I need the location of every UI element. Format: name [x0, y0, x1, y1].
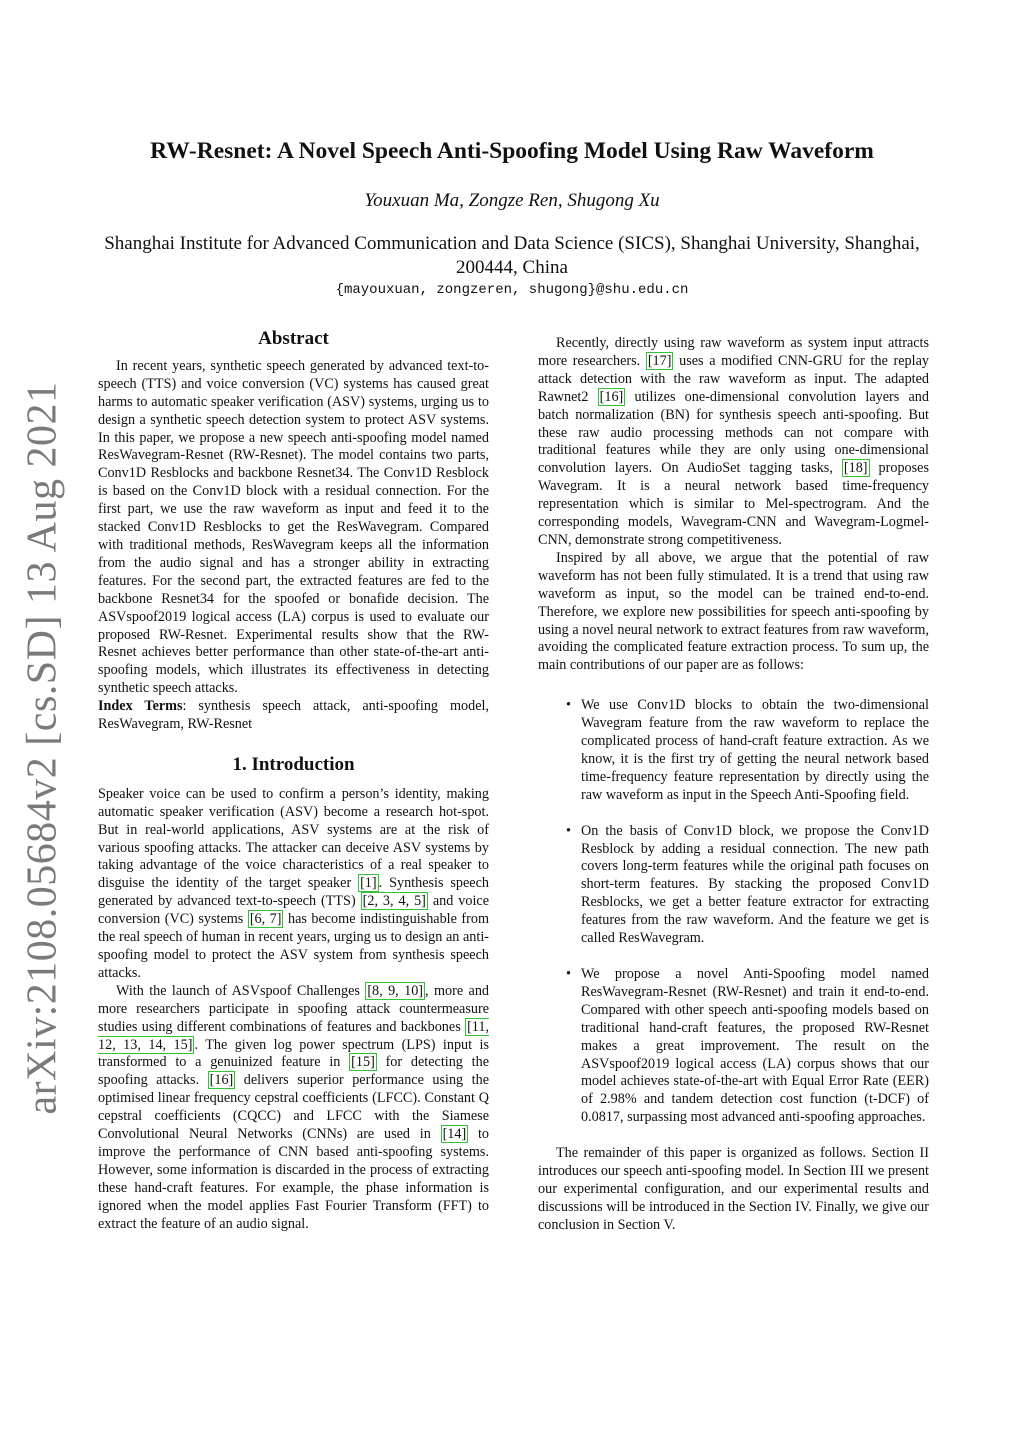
intro-paragraph-4: Inspired by all above, we argue that the potential of raw waveform has not been fully stimulated. It is a trend that using raw waveform as input, so the model can be trained end-to-end. Therefore, we explore new possibilities for speech anti-spoofing by using a novel neural network to extract features from raw waveform, avoiding the complicated feature extraction process. To sum up, the main contributions of our paper are as follows:: [538, 549, 929, 674]
citation-link[interactable]: [11, 12, 13, 14, 15]: [98, 1018, 489, 1053]
paper-authors: Youxuan Ma, Zongze Ren, Shugong Xu: [364, 190, 660, 211]
citation-link[interactable]: [6, 7]: [249, 911, 282, 928]
citation-link[interactable]: [1]: [360, 875, 377, 892]
index-terms-text: : synthesis speech attack, anti-spoofing model, ResWavegram, RW-Resnet: [98, 698, 489, 733]
list-item-text: We use Conv1D blocks to obtain the two-dimensional Wavegram feature from the raw waveform to replace the complicated process of hand-craft feature extraction. As we know, it is the first try of getting the neural network based time-frequency feature representation by directly using the raw waveform as input in the Speech Anti-Spoofing field.: [581, 697, 929, 803]
left-column: [98, 330, 489, 1234]
paper-title: RW-Resnet: A Novel Speech Anti-Spoofing Model Using Raw Waveform: [150, 138, 874, 164]
text-run: , more and more researchers participate in spoofing attack countermeasure studies using different combinations of features and backbones: [98, 982, 490, 1035]
right-column: [538, 335, 929, 1235]
abstract-heading: Abstract: [258, 328, 329, 349]
list-item-text: On the basis of Conv1D block, we propose the Conv1D Resblock by adding a residual connection. The new path covers long-term features while the original path focuses on short-term features. By stacking the proposed Conv1D Resblocks, we get a better feature extractor for extracting features from the raw waveform. And the feature we get is called ResWavegram.: [581, 822, 929, 947]
citation-link[interactable]: [17]: [647, 352, 672, 369]
intro-paragraph-5: The remainder of this paper is organized as follows. Section II introduces our speech anti-spoofing model. In Section III we present our experimental configuration, and our experimental results and discussions will be introduced in the Section IV. Finally, we give our conclusion in Section V.: [538, 1145, 929, 1233]
introduction-heading: 1. Introduction: [232, 753, 355, 775]
text-run: Speaker voice can be used to confirm a person’s identity, making automatic speaker verification (ASV) become a research hot-spot. But in real-world applications, ASV systems are at the risk of various spoofing attacks. The attacker can deceive ASV systems by taking advantage of the voice characteristics of a real speaker to disguise the identity of the target speaker: [98, 785, 489, 892]
arxiv-identifier: arXiv:2108.05684v2 [cs.SD] 13 Aug 2021: [19, 381, 65, 1115]
citation-link[interactable]: [16]: [209, 1072, 234, 1089]
text-run: proposes Wavegram. It is a neural network based time-frequency representation which is similar to Mel-spectrogram. And the corresponding models, Wavegram-CNN and Wavegram-Logmel-CNN, demonstrate strong competitiveness.: [538, 460, 929, 548]
citation-link[interactable]: [8, 9, 10]: [367, 982, 424, 999]
text-run: delivers superior performance using the optimised linear frequency cepstral coefficients (LFCC). Constant Q cepstral coefficients (CQCC) and LFCC with the Siamese Convolutional Neural Networks (CNNs) are used in: [98, 1072, 489, 1143]
text-run: for detecting the spoofing attacks.: [98, 1054, 489, 1089]
intro-paragraph-2: [98, 983, 489, 1234]
bullet-icon: •: [566, 966, 571, 982]
citation-link[interactable]: [16]: [599, 388, 624, 405]
text-run: to improve the performance of CNN based anti-spoofing systems. However, some information is discarded in the process of extracting these hand-craft features. For example, the phase information is ignored when the model applies Fast Fourier Transform (FFT) to extract the feature of an audio signal.: [98, 1126, 489, 1232]
abstract-text: In recent years, synthetic speech generated by advanced text-to-speech (TTS) and voice conversion (VC) systems has caused great harms to automatic speaker verification (ASV) systems, urging us to design a synthetic speech detection system to protect ASV systems. In this paper, we propose a new speech anti-spoofing model named ResWavegram-Resnet (RW-Resnet). The model contains two parts, Conv1D Resblocks and backbone Resnet34. The Conv1D Resblock is based on the Conv1D block with a residual connection. For the first part, we use the raw waveform as input and feed it to the stacked Conv1D Resblocks to get the ResWavegram. Compared with traditional methods, ResWavegram keeps all the information from the audio signal and has a stronger ability in extracting features. For the second part, the extracted features are fed to the backbone Resnet34 for the spoofed or bonafide decision. The ASVspoof2019 logical access (LA) corpus is used to evaluate our proposed RW-Resnet. Experimental results show that the RW-Resnet achieves better performance than other state-of-the-art anti-spoofing models, which illustrates its effectiveness in detecting synthetic speech attacks.: [98, 357, 489, 697]
list-item: [566, 966, 929, 1127]
index-terms: [98, 698, 489, 734]
list-item-text: We propose a novel Anti-Spoofing model named ResWavegram-Resnet (RW-Resnet) and train it end-to-end. Compared with other speech anti-spoofing models based on traditional hand-craft features, the proposed RW-Resnet makes a great improvement. The result on the ASVspoof2019 logical access (LA) corpus shows that our model achieves state-of-the-art with Equal Error Rate (EER) of 2.98% and tandem detection cost function (t-DCF) of 0.0817, surpassing most advanced anti-spoofing approaches.: [581, 966, 929, 1126]
bullet-icon: •: [566, 822, 571, 839]
paper-affiliation: Shanghai Institute for Advanced Communication and Data Science (SICS), Shanghai University, Shanghai, 200444, China: [104, 233, 920, 278]
citation-link[interactable]: [18]: [843, 460, 868, 477]
list-item: [566, 822, 929, 948]
intro-paragraph-1: [98, 786, 489, 983]
text-run: Recently, directly using raw waveform as system input attracts more researchers.: [538, 335, 929, 369]
text-run: utilizes one-dimensional convolution layers and batch normalization (BN) for synthesis speech anti-spoofing. But these raw audio processing methods can not compare with traditional features while they are only using one-dimensional convolution layers. On AudioSet tagging tasks,: [538, 388, 929, 477]
text-run: has become indistinguishable from the real speech of human in recent years, urging us to design an anti-spoofing model to protect the ASV system from synthesis speech attacks.: [98, 911, 489, 981]
citation-link[interactable]: [14]: [442, 1126, 467, 1143]
citation-link[interactable]: [15]: [351, 1054, 375, 1071]
text-run: and voice conversion (VC) systems: [98, 893, 490, 928]
text-run: . The given log power spectrum (LPS) input is transformed to a genuinized feature in: [98, 1036, 489, 1071]
text-run: . Synthesis speech generated by advanced text-to-speech (TTS): [98, 875, 489, 910]
list-item: [566, 697, 929, 804]
contributions-list: [538, 697, 929, 1127]
paper-email: {mayouxuan, zongzeren, shugong}@shu.edu.cn: [335, 282, 689, 298]
intro-paragraph-3: [538, 335, 929, 550]
index-terms-label: Index Terms: [98, 698, 183, 715]
text-run: uses a modified CNN-GRU for the replay attack detection with the raw waveform as input. The adapted Rawnet2: [538, 352, 929, 405]
citation-link[interactable]: [2, 3, 4, 5]: [362, 893, 426, 910]
bullet-icon: •: [566, 697, 571, 714]
text-run: With the launch of ASVspoof Challenges: [116, 982, 366, 999]
arxiv-side-stamp: [19, 381, 65, 1115]
